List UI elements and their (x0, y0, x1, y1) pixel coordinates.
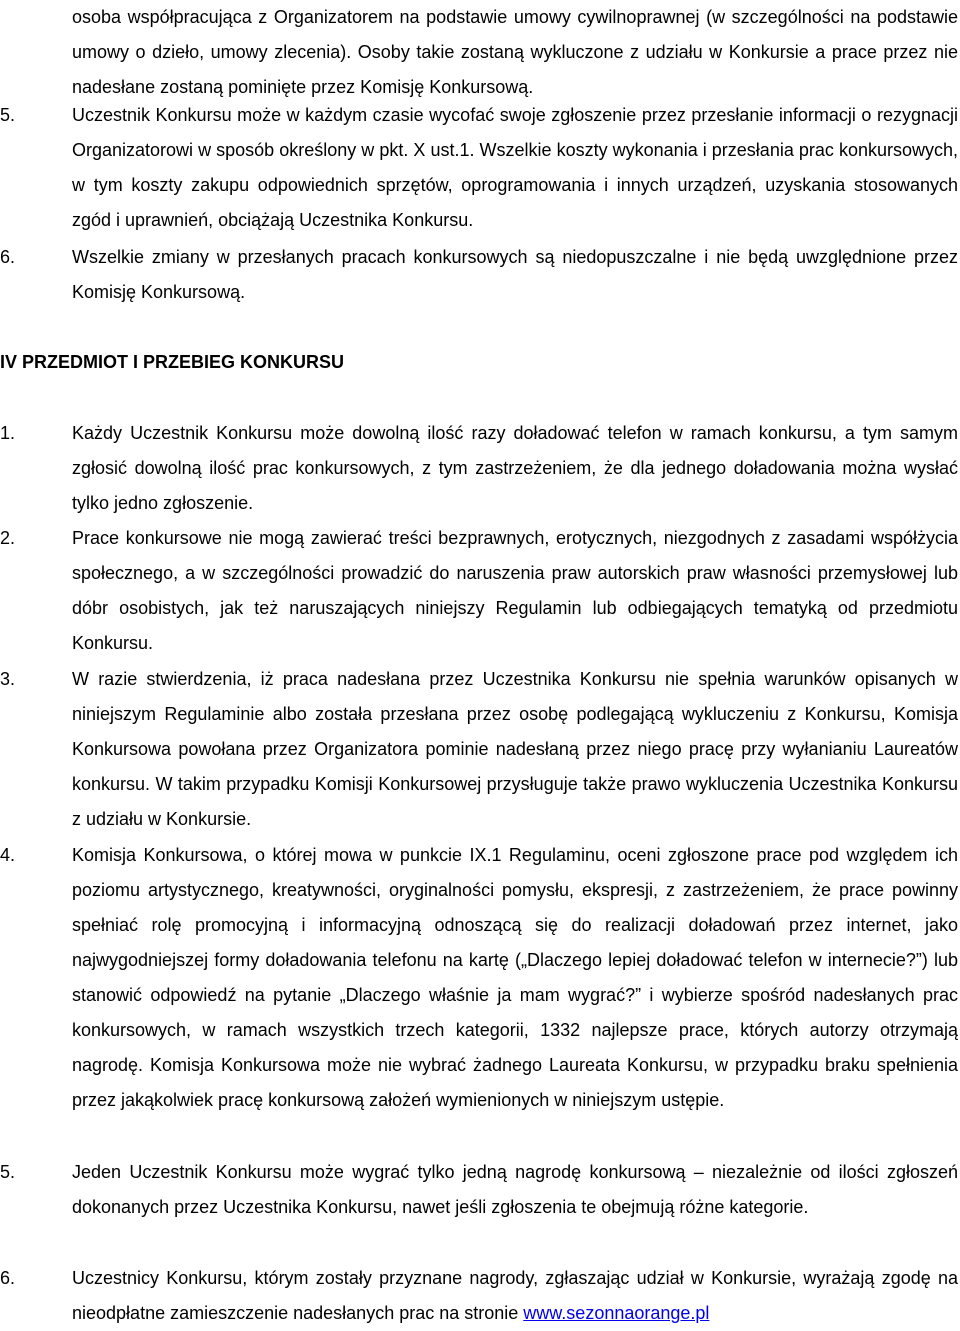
item-text: Komisja Konkursowa, o której mowa w punkcie IX.1 Regulaminu, oceni zgłoszone prace pod względem ich poziomu artystycznego, kreatywności, oryginalności pomysłu, ekspresji, z zastrzeżeniem, że prace powinny spełniać rolę promocyjną i informacyjną odnoszącą się do realizacji doładowań przez internet, jako najwygodniejszej formy doładowania telefonu na kartę („Dlaczego lepiej doładować telefon w internecie?”) lub stanowić odpowiedź na pytanie „Dlaczego właśnie ja mam wygrać?” i wybierze spośród nadesłanych prac konkursowych, w ramach wszystkich trzech kategorii, 1332 najlepsze prace, których autorzy otrzymają nagrodę. Komisja Konkursowa może nie wybrać żadnego Laureata Konkursu, w przypadku braku spełnienia przez jakąkolwiek pracę konkursową założeń wymienionych w niniejszym ustępie. (72, 845, 958, 1110)
item-number: 2. (0, 528, 16, 548)
item-number: 6. (0, 1268, 16, 1288)
item-text: Każdy Uczestnik Konkursu może dowolną ilość razy doładować telefon w ramach konkursu, a tym samym zgłosić dowolną ilość prac konkursowych, z tym zastrzeżeniem, że dla jednego doładowania można wysłać tylko jedno zgłoszenie. (72, 423, 958, 513)
item-number: 5. (0, 1162, 16, 1182)
item-text: Uczestnik Konkursu może w każdym czasie wycofać swoje zgłoszenie przez przesłanie informacji o rezygnacji Organizatorowi w sposób określony w pkt. X ust.1. Wszelkie koszty wykonania i przesłania prac konkursowych, w tym koszty zakupu odpowiednich sprzętów, oprogramowania i innych urządzeń, uzyskania stosowanych zgód i uprawnień, obciążają Uczestnika Konkursu. (72, 105, 958, 230)
section-item-3 (0, 662, 958, 837)
item-text: Jeden Uczestnik Konkursu może wygrać tylko jedną nagrodę konkursową – niezależnie od ilości zgłoszeń dokonanych przez Uczestnika Konkursu, nawet jeśli zgłoszenia te obejmują różne kategorie. (72, 1162, 958, 1217)
item-number: 5. (0, 105, 16, 125)
section-heading: IV PRZEDMIOT I PRZEBIEG KONKURSU (0, 352, 345, 372)
list-item-5 (0, 98, 958, 238)
item-number: 3. (0, 669, 16, 689)
item-text: Prace konkursowe nie mogą zawierać treści bezprawnych, erotycznych, niezgodnych z zasadami współżycia społecznego, a w szczególności prowadzić do naruszenia praw autorskich praw własności przemysłowej lub dóbr osobistych, jak też naruszających niniejszy Regulamin lub odbiegających tematyką od przedmiotu Konkursu. (72, 528, 958, 653)
website-link[interactable]: www.sezonnaorange.pl (523, 1303, 710, 1323)
item-text-content: Uczestnicy Konkursu, którym zostały przyznane nagrody, zgłaszając udział w Konkursie, wyrażają zgodę na nieodpłatne zamieszczenie nadesłanych prac na stronie (72, 1268, 958, 1323)
section-item-5 (0, 1155, 958, 1225)
section-item-6 (0, 1261, 958, 1331)
section-item-4 (0, 838, 958, 1118)
item-text (72, 1261, 958, 1331)
item-text: W razie stwierdzenia, iż praca nadesłana przez Uczestnika Konkursu nie spełnia warunków opisanych w niniejszym Regulaminie albo została przesłana przez osobę podlegającą wykluczeniu z Konkursu, Komisja Konkursowa powołana przez Organizatora pominie nadesłaną przez niego pracę przy wyłanianiu Laureatów konkursu. W takim przypadku Komisji Konkursowej przysługuje także prawo wykluczenia Uczestnika Konkursu z udziału w Konkursie. (72, 669, 958, 829)
section-item-2 (0, 521, 958, 661)
section-item-1 (0, 416, 958, 521)
continuation-paragraph: osoba współpracująca z Organizatorem na podstawie umowy cywilnoprawnej (w szczególności na podstawie umowy o dzieło, umowy zlecenia). Osoby takie zostaną wykluczone z udziału w Konkursie a prace przez nie nadesłane zostaną pominięte przez Komisję Konkursową. (72, 7, 958, 97)
item-number: 4. (0, 845, 16, 865)
item-number: 1. (0, 423, 16, 443)
list-item-6 (0, 240, 958, 310)
item-number: 6. (0, 247, 16, 267)
item-text: Wszelkie zmiany w przesłanych pracach konkursowych są niedopuszczalne i nie będą uwzględnione przez Komisję Konkursową. (72, 247, 958, 302)
